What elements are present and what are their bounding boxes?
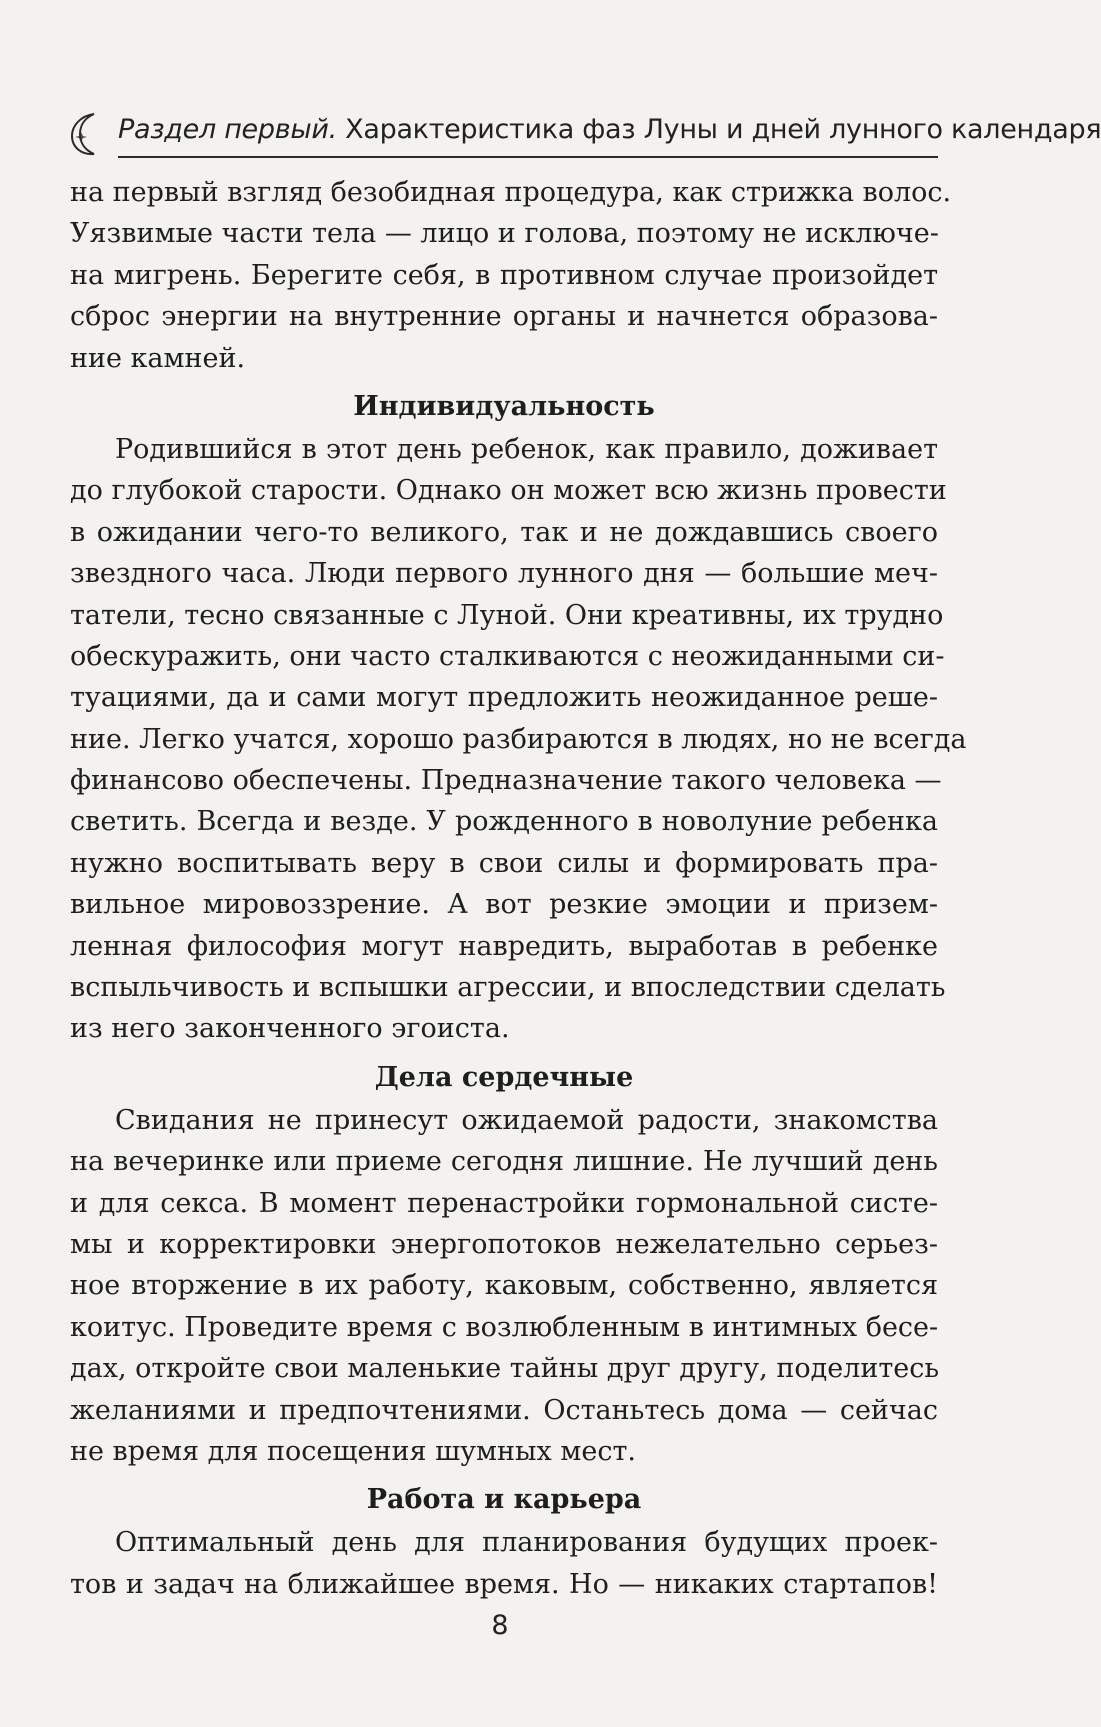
- text-line: ленная философия могут навредить, выработав в ребенке: [70, 930, 938, 962]
- text-line: не время для посещения шумных мест.: [70, 1435, 636, 1467]
- text-line: туациями, да и сами могут предложить неожиданное реше-: [70, 682, 938, 714]
- section-heading: Индивидуальность: [353, 390, 655, 422]
- text-line: и для секса. В момент перенастройки гормональной систе-: [70, 1187, 938, 1219]
- page-number: 8: [491, 1610, 509, 1641]
- running-head: [68, 110, 1101, 160]
- text-line: ное вторжение в их работу, каковым, собственно, является: [70, 1270, 938, 1302]
- crescent-moon-icon: [68, 112, 108, 156]
- section-matters-of-heart: [70, 1056, 938, 1473]
- text-line: вильное мировоззрение. А вот резкие эмоции и призем-: [70, 889, 938, 921]
- text-line: в ожидании чего-то великого, так и не дождавшись своего: [70, 516, 938, 548]
- running-head-regular: Характеристика фаз Луны и дней лунного календаря: [336, 114, 1101, 145]
- text-line: ние. Легко учатся, хорошо разбираются в людях, но не всегда: [70, 723, 967, 755]
- text-line: ние камней.: [70, 342, 246, 374]
- text-line: до глубокой старости. Однако он может всю жизнь провести: [70, 475, 947, 507]
- text-line: сброс энергии на внутренние органы и начнется образова-: [70, 301, 938, 333]
- main-text: [70, 172, 967, 1605]
- text-line: татели, тесно связанные с Луной. Они креативны, их трудно: [70, 599, 944, 631]
- text-line: желаниями и предпочтениями. Останьтесь дома — сейчас: [70, 1394, 938, 1426]
- text-line: нужно воспитывать веру в свои силы и формировать пра-: [70, 847, 938, 879]
- text-line: на первый взгляд безобидная процедура, как стрижка волос.: [70, 177, 952, 208]
- text-line: тов и задач на ближайшее время. Но — никаких стартапов!: [70, 1568, 938, 1600]
- text-line: на мигрень. Берегите себя, в противном случае произойдет: [70, 259, 938, 291]
- text-line: Родившийся в этот день ребенок, как правило, доживает: [115, 433, 938, 465]
- running-head-title: [118, 114, 1101, 145]
- running-head-italic: Раздел первый.: [118, 114, 337, 145]
- text-line: финансово обеспечены. Предназначение такого человека —: [70, 765, 942, 797]
- section-heading: Работа и карьера: [366, 1484, 642, 1516]
- text-line: обескуражить, они часто сталкиваются с неожиданными си-: [70, 640, 945, 672]
- text-line: звездного часа. Люди первого лунного дня — большие меч-: [70, 558, 938, 590]
- text-line: из него законченного эгоиста.: [70, 1013, 510, 1045]
- text-line: мы и корректировки энергопотоков нежелательно серьез-: [70, 1228, 938, 1260]
- section-work-and-career: [70, 1478, 938, 1605]
- text-line: Свидания не принесут ожидаемой радости, знакомства: [115, 1104, 938, 1136]
- text-line: дах, откройте свои маленькие тайны друг другу, поделитесь: [70, 1353, 940, 1385]
- text-line: вспыльчивость и вспышки агрессии, и впоследствии сделать: [70, 972, 946, 1004]
- text-line: Оптимальный день для планирования будущих проек-: [115, 1527, 938, 1559]
- text-line: на вечеринке или приеме сегодня лишние. Не лучший день: [70, 1146, 938, 1178]
- intro-paragraph: [70, 172, 952, 379]
- header-rule: [118, 156, 938, 158]
- text-line: Уязвимые части тела — лицо и голова, поэтому не исключе-: [70, 218, 939, 250]
- text-line: коитус. Проведите время с возлюбленным в интимных бесе-: [70, 1311, 939, 1343]
- section-heading: Дела сердечные: [374, 1061, 634, 1093]
- section-individuality: [70, 385, 967, 1050]
- text-line: светить. Всегда и везде. У рожденного в новолуние ребенка: [70, 806, 938, 838]
